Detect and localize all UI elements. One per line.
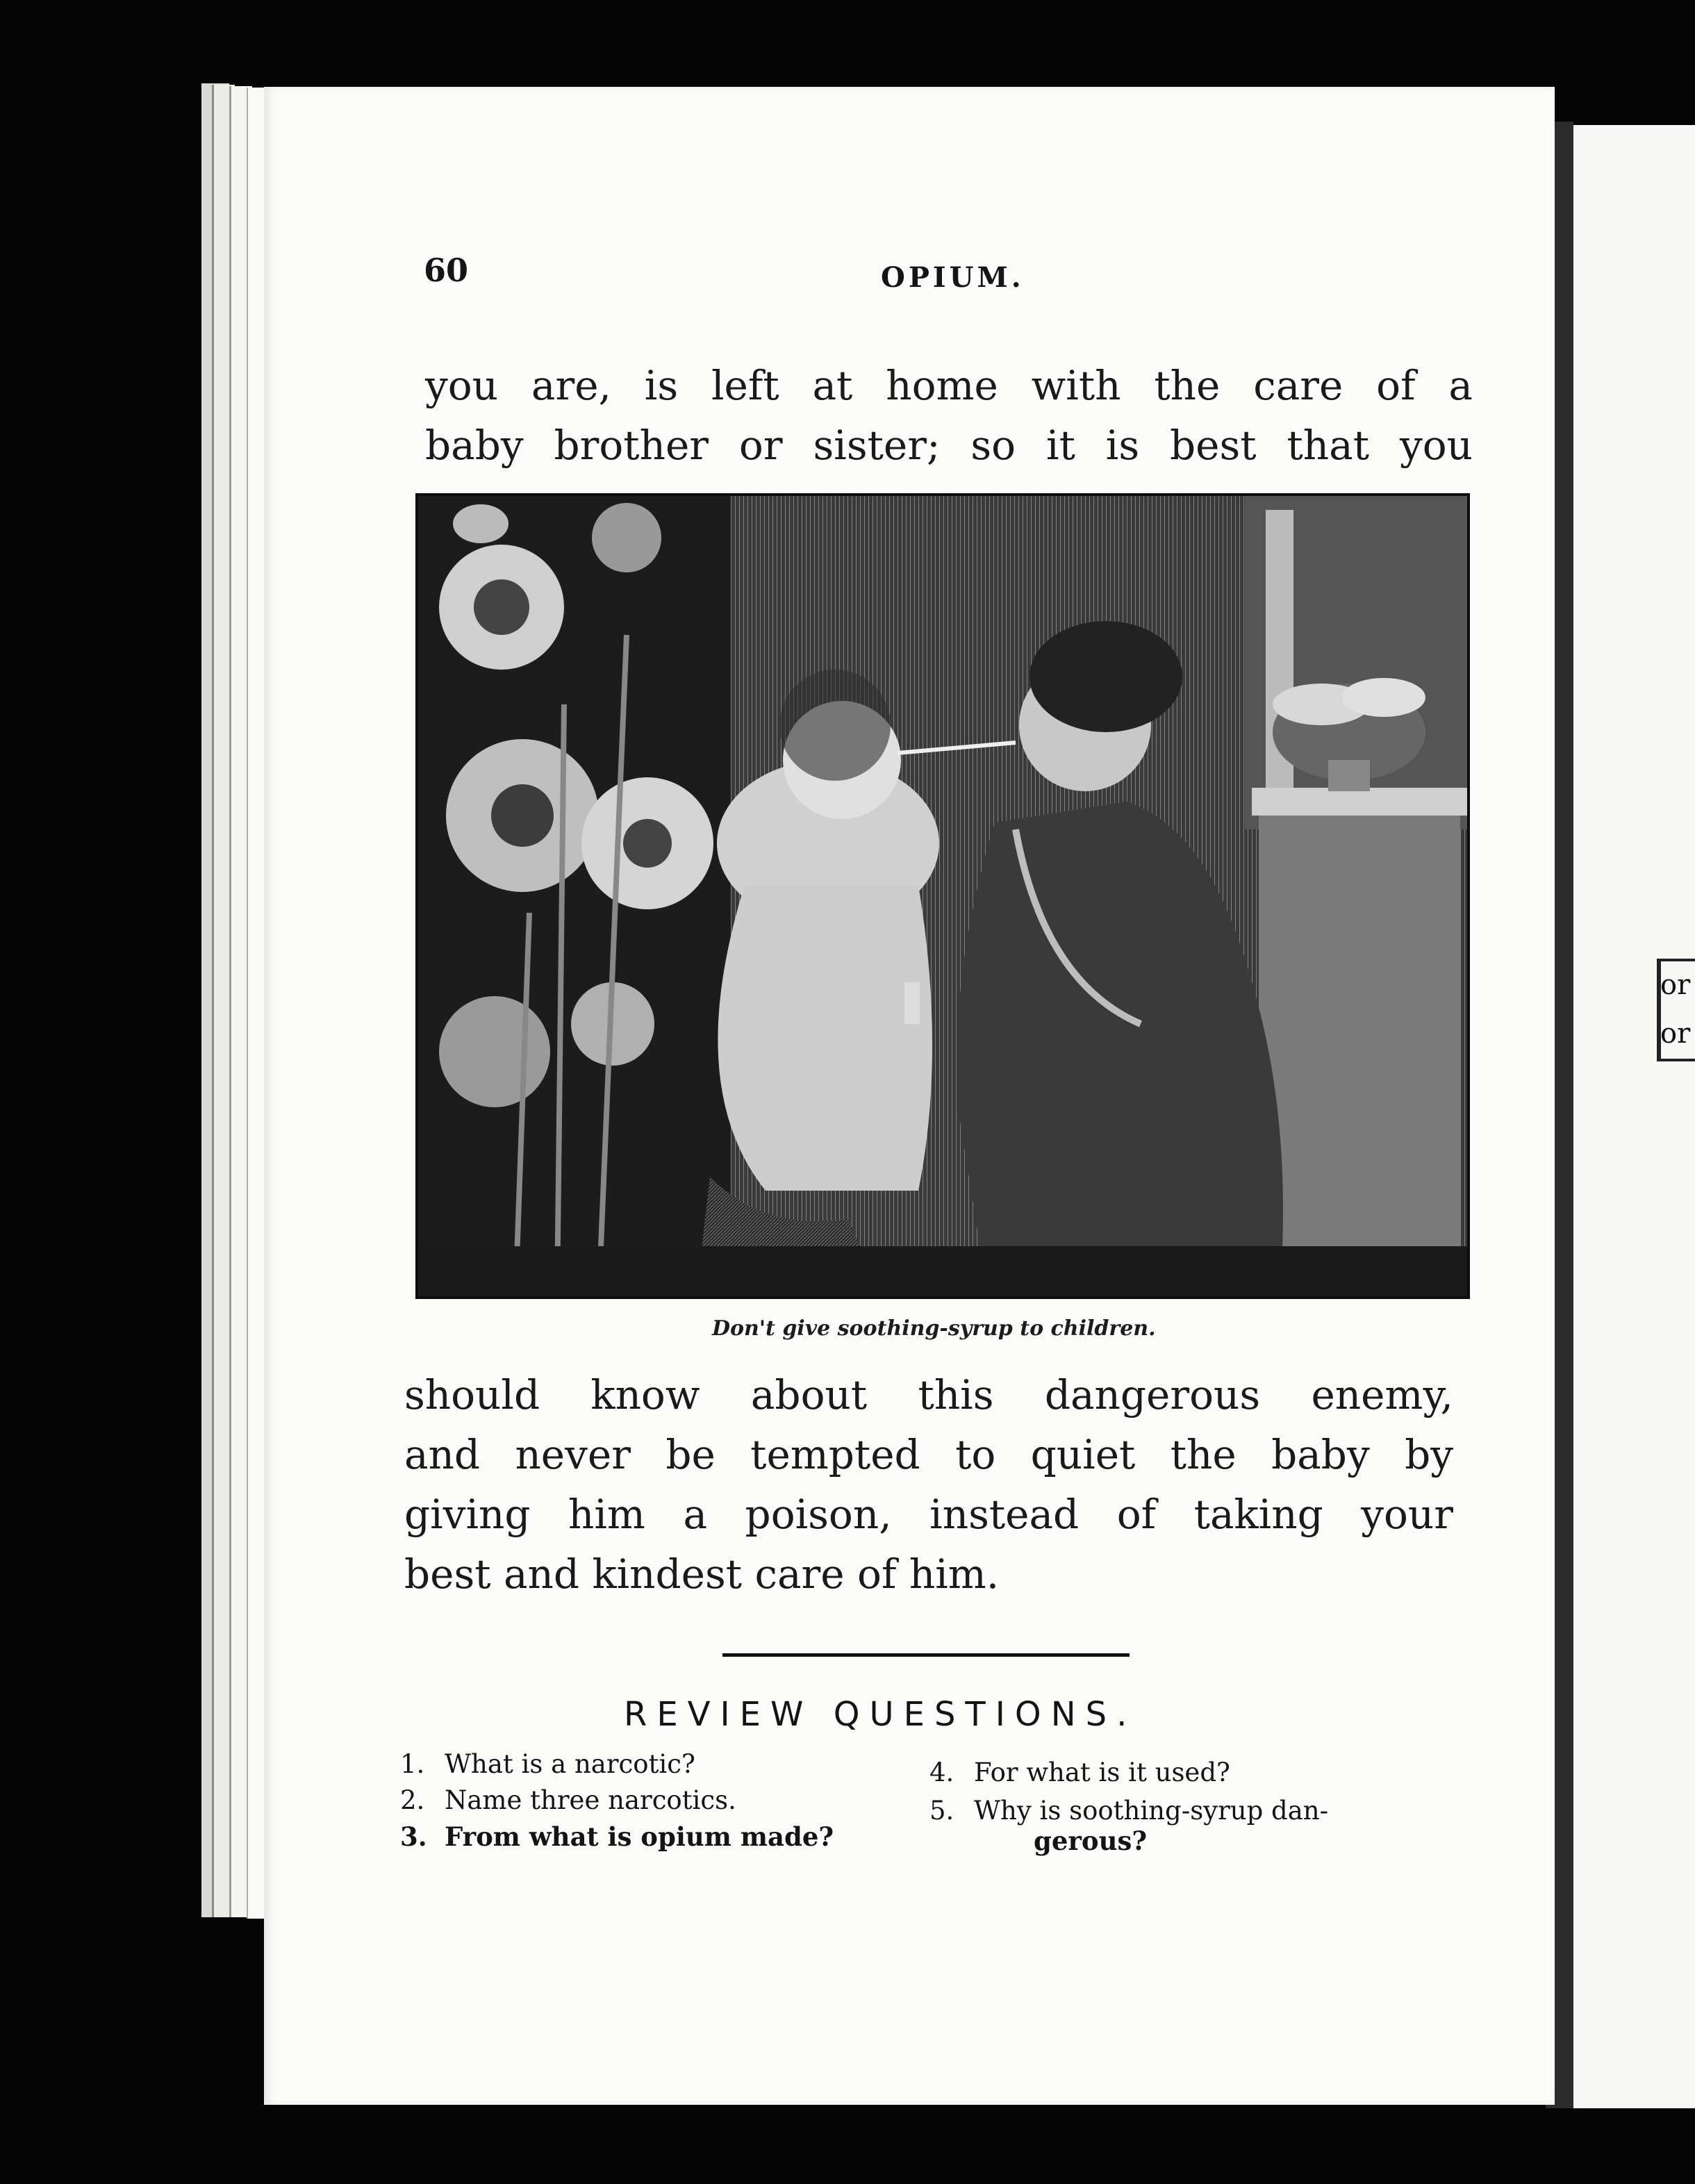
question-text: Why is soothing-syrup dan- [974,1796,1329,1826]
text-line: and never be tempted to quiet the baby by [404,1431,1453,1478]
review-heading: REVIEW QUESTIONS. [624,1695,1137,1734]
facing-page-fragment: or [1660,969,1691,1001]
text-line: best and kindest care of him. [404,1550,1000,1598]
engraving-illustration [415,493,1470,1299]
review-question [400,1785,736,1815]
text-line: giving him a poison, instead of taking your [404,1491,1453,1538]
review-question [400,1821,834,1852]
facing-page [1573,125,1695,2108]
review-question [929,1757,1230,1787]
text-line: baby brother or sister; so it is best that you [425,422,1473,469]
engraving-artwork [418,496,1467,1296]
question-number: 4. [929,1757,954,1787]
question-text-continuation: gerous? [1034,1826,1147,1856]
facing-page-fragment: or [1660,1018,1691,1050]
question-number: 2. [400,1785,425,1815]
review-question [400,1749,695,1779]
question-number: 3. [400,1821,427,1852]
question-text: Name three narcotics. [445,1785,736,1815]
running-head: OPIUM. [881,261,1025,294]
page-number: 60 [424,251,469,289]
paragraph-bottom [404,1365,1453,1604]
section-divider [722,1653,1130,1657]
question-number: 5. [929,1796,954,1826]
review-question [929,1796,1444,1856]
text-line: should know about this dangerous enemy, [404,1371,1453,1418]
question-number: 1. [400,1749,425,1779]
illustration-caption: Don't give soothing-syrup to children. [712,1316,1156,1341]
question-text: What is a narcotic? [445,1749,695,1779]
paragraph-top [425,356,1473,475]
text-line: you are, is left at home with the care of a [425,362,1473,409]
question-text: From what is opium made? [445,1821,834,1852]
question-text: For what is it used? [974,1757,1230,1787]
